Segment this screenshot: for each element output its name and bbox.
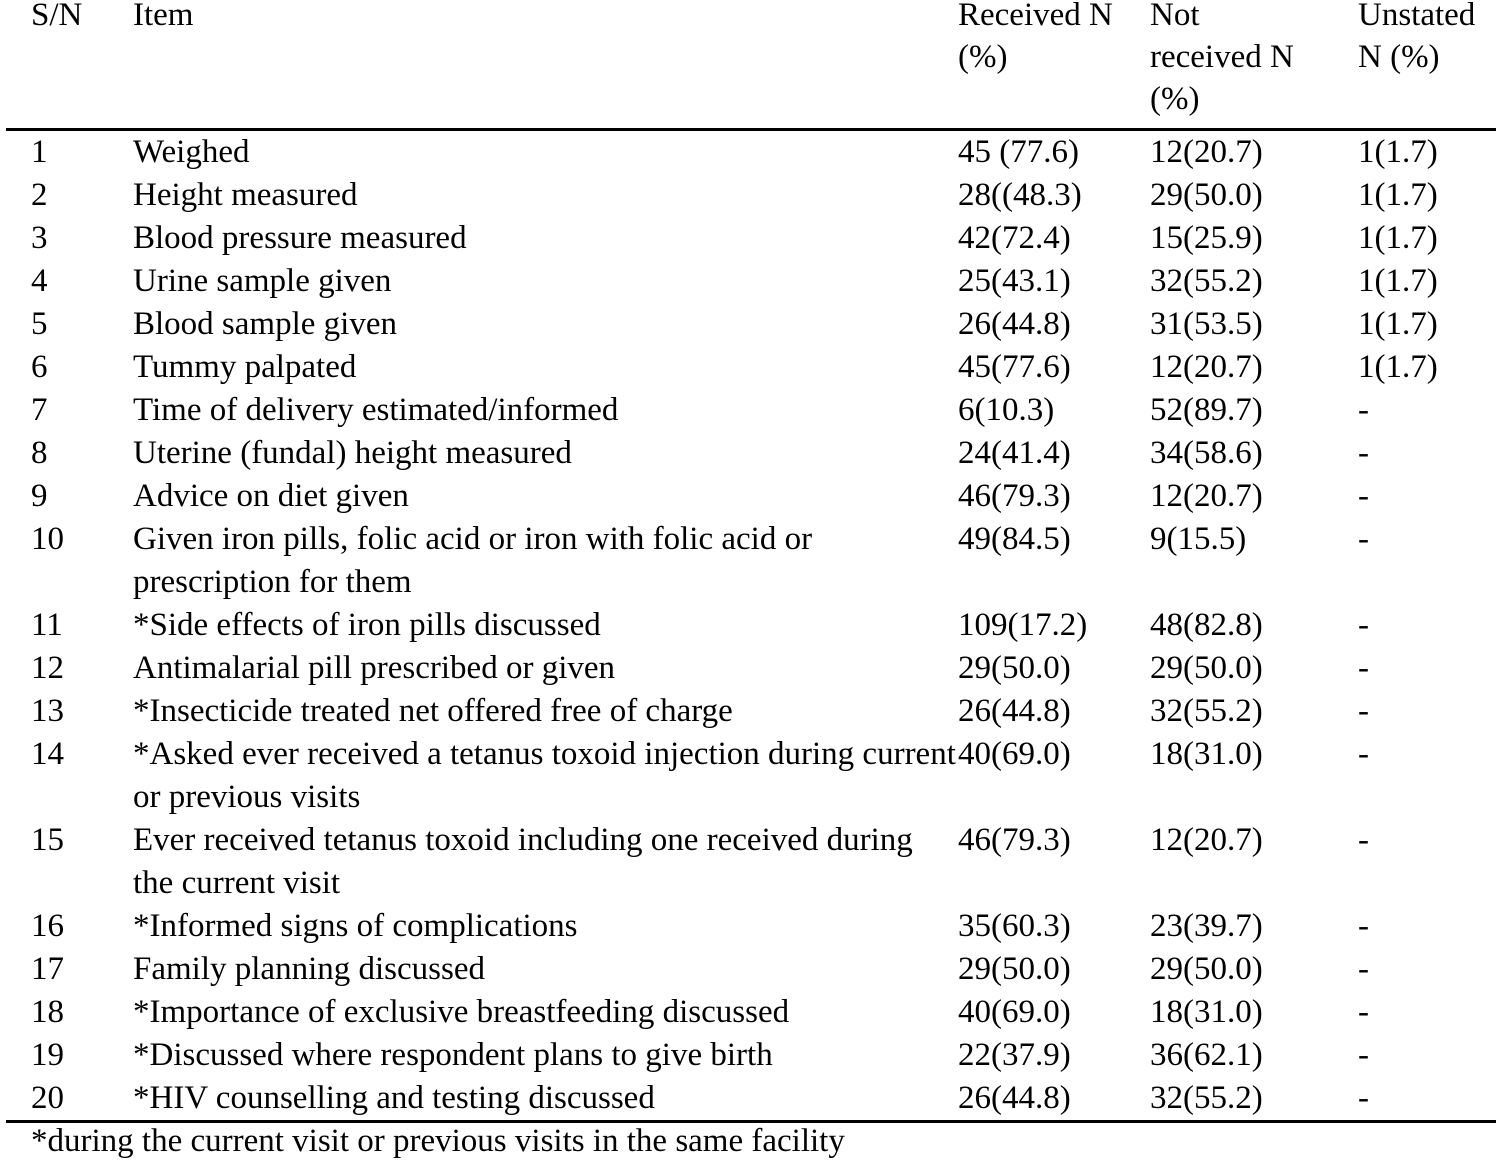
table-row: [6, 1034, 1496, 1077]
cell-item: Family planning discussed: [133, 951, 485, 987]
cell-sn: 18: [31, 994, 64, 1030]
cell-received: 40(69.0): [958, 994, 1071, 1030]
cell-received: 24(41.4): [958, 435, 1071, 471]
cell-received: 26(44.8): [958, 693, 1071, 729]
cell-sn: 4: [31, 263, 48, 299]
cell-item: *Discussed where respondent plans to give birth: [133, 1037, 773, 1073]
table-row: [6, 905, 1496, 948]
cell-item: *Importance of exclusive breastfeeding discussed: [133, 994, 790, 1030]
cell-unstated: 1(1.7): [1358, 306, 1438, 342]
cell-sn: 11: [31, 607, 63, 643]
cell-received: 29(50.0): [958, 951, 1071, 987]
cell-unstated: -: [1358, 1037, 1369, 1073]
table-row: [6, 1077, 1496, 1122]
cell-unstated: -: [1358, 822, 1369, 858]
table-row: [6, 217, 1496, 260]
cell-sn: 2: [31, 177, 48, 213]
cell-unstated: -: [1358, 1080, 1369, 1116]
cell-item: Antimalarial pill prescribed or given: [133, 650, 616, 686]
table-row: [6, 733, 1496, 819]
cell-item: Advice on diet given: [133, 478, 409, 514]
table-row: [6, 130, 1496, 175]
cell-not-received: 9(15.5): [1150, 521, 1247, 557]
cell-received: 46(79.3): [958, 822, 1071, 858]
cell-received: 49(84.5): [958, 521, 1071, 557]
cell-unstated: -: [1358, 607, 1369, 643]
cell-sn: 16: [31, 908, 64, 944]
table-row: [6, 303, 1496, 346]
cell-unstated: 1(1.7): [1358, 220, 1438, 256]
cell-sn: 10: [31, 521, 64, 557]
cell-sn: 1: [31, 134, 48, 170]
cell-item: Tummy palpated: [133, 349, 357, 385]
cell-not-received: 18(31.0): [1150, 736, 1263, 772]
cell-sn: 9: [31, 478, 48, 514]
table-row: [6, 819, 1496, 905]
cell-sn: 3: [31, 220, 48, 256]
cell-received: 46(79.3): [958, 478, 1071, 514]
cell-received: 22(37.9): [958, 1037, 1071, 1073]
cell-sn: 14: [31, 736, 64, 772]
table-row: [6, 346, 1496, 389]
table-row: [6, 174, 1496, 217]
cell-item: Uterine (fundal) height measured: [133, 435, 572, 471]
cell-not-received: 48(82.8): [1150, 607, 1263, 643]
cell-sn: 12: [31, 650, 64, 686]
table-row: [6, 690, 1496, 733]
cell-not-received: 29(50.0): [1150, 177, 1263, 213]
anc-services-table: [6, 0, 1496, 1123]
cell-sn: 7: [31, 392, 48, 428]
header-received: Received N (%): [958, 0, 1113, 75]
cell-item: Given iron pills, folic acid or iron with folic acid or prescription for them: [133, 521, 813, 600]
cell-received: 28((48.3): [958, 177, 1082, 213]
cell-received: 25(43.1): [958, 263, 1071, 299]
cell-not-received: 15(25.9): [1150, 220, 1263, 256]
table-row: [6, 518, 1496, 604]
table-row: [6, 604, 1496, 647]
header-sn: S/N: [31, 0, 83, 33]
cell-received: 26(44.8): [958, 306, 1071, 342]
table-row: [6, 991, 1496, 1034]
cell-item: *Informed signs of complications: [133, 908, 578, 944]
cell-received: 29(50.0): [958, 650, 1071, 686]
cell-not-received: 36(62.1): [1150, 1037, 1263, 1073]
cell-received: 35(60.3): [958, 908, 1071, 944]
cell-item: Time of delivery estimated/informed: [133, 392, 619, 428]
cell-item: Ever received tetanus toxoid including one received during the current visit: [133, 822, 913, 901]
cell-unstated: 1(1.7): [1358, 263, 1438, 299]
cell-received: 42(72.4): [958, 220, 1071, 256]
cell-unstated: 1(1.7): [1358, 177, 1438, 213]
cell-not-received: 32(55.2): [1150, 693, 1263, 729]
cell-received: 40(69.0): [958, 736, 1071, 772]
cell-received: 6(10.3): [958, 392, 1055, 428]
table-row: [6, 475, 1496, 518]
cell-not-received: 12(20.7): [1150, 478, 1263, 514]
table-row: [6, 948, 1496, 991]
cell-received: 109(17.2): [958, 607, 1088, 643]
cell-unstated: -: [1358, 478, 1369, 514]
table-body: [6, 130, 1496, 1122]
cell-received: 45 (77.6): [958, 134, 1079, 170]
cell-received: 45(77.6): [958, 349, 1071, 385]
table-row: [6, 432, 1496, 475]
cell-unstated: -: [1358, 392, 1369, 428]
header-row: [6, 0, 1496, 130]
cell-unstated: -: [1358, 435, 1369, 471]
table-header: [6, 0, 1496, 130]
cell-not-received: 12(20.7): [1150, 822, 1263, 858]
cell-sn: 6: [31, 349, 48, 385]
cell-received: 26(44.8): [958, 1080, 1071, 1116]
cell-item: Height measured: [133, 177, 358, 213]
cell-not-received: 23(39.7): [1150, 908, 1263, 944]
cell-unstated: -: [1358, 693, 1369, 729]
cell-not-received: 12(20.7): [1150, 134, 1263, 170]
cell-unstated: -: [1358, 650, 1369, 686]
cell-sn: 15: [31, 822, 64, 858]
cell-item: *Side effects of iron pills discussed: [133, 607, 601, 643]
cell-item: *Asked ever received a tetanus toxoid injection during current or previous visits: [133, 736, 956, 815]
cell-not-received: 31(53.5): [1150, 306, 1263, 342]
cell-unstated: -: [1358, 951, 1369, 987]
cell-unstated: -: [1358, 521, 1369, 557]
cell-item: Blood sample given: [133, 306, 397, 342]
table-footnote: *during the current visit or previous visits in the same facility: [31, 1123, 845, 1159]
header-not-received: Not received N (%): [1150, 0, 1294, 117]
cell-not-received: 12(20.7): [1150, 349, 1263, 385]
cell-not-received: 32(55.2): [1150, 1080, 1263, 1116]
cell-unstated: 1(1.7): [1358, 349, 1438, 385]
table-row: [6, 647, 1496, 690]
cell-sn: 20: [31, 1080, 64, 1116]
cell-item: *HIV counselling and testing discussed: [133, 1080, 655, 1116]
cell-unstated: 1(1.7): [1358, 134, 1438, 170]
cell-sn: 8: [31, 435, 48, 471]
cell-sn: 5: [31, 306, 48, 342]
cell-item: Blood pressure measured: [133, 220, 467, 256]
cell-sn: 13: [31, 693, 64, 729]
cell-not-received: 18(31.0): [1150, 994, 1263, 1030]
cell-item: *Insecticide treated net offered free of charge: [133, 693, 733, 729]
header-item: Item: [133, 0, 194, 33]
cell-unstated: -: [1358, 736, 1369, 772]
cell-not-received: 29(50.0): [1150, 650, 1263, 686]
table-row: [6, 389, 1496, 432]
cell-not-received: 29(50.0): [1150, 951, 1263, 987]
cell-unstated: -: [1358, 908, 1369, 944]
cell-item: Urine sample given: [133, 263, 392, 299]
cell-not-received: 34(58.6): [1150, 435, 1263, 471]
cell-unstated: -: [1358, 994, 1369, 1030]
cell-sn: 17: [31, 951, 64, 987]
header-unstated: Unstated N (%): [1358, 0, 1476, 75]
cell-sn: 19: [31, 1037, 64, 1073]
table-row: [6, 260, 1496, 303]
cell-not-received: 52(89.7): [1150, 392, 1263, 428]
cell-not-received: 32(55.2): [1150, 263, 1263, 299]
cell-item: Weighed: [133, 134, 250, 170]
